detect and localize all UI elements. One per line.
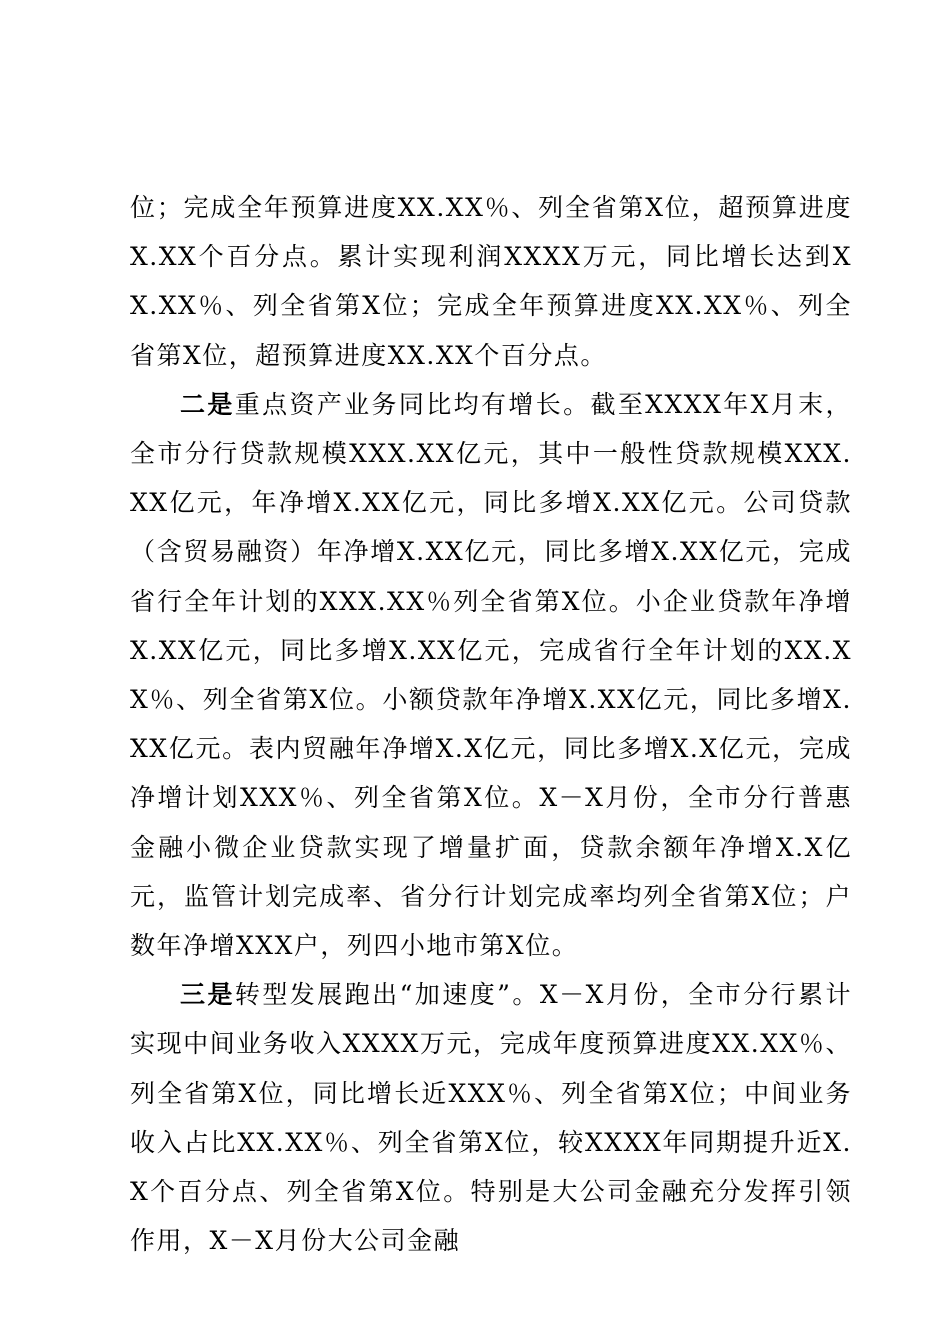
paragraph-text: 位；完成全年预算进度XX.XX％、列全省第X位，超预算进度X.XX个百分点。累计实现利润XXXX万元，同比增长达到XX.XX％、列全省第X位；完成全年预算进度XX.XX％、列全省第X位，超预算进度XX.XX个百分点。 xyxy=(130,193,852,370)
body-text xyxy=(130,183,852,1265)
paragraph-continuation xyxy=(130,183,852,380)
paragraph-text: 重点资产业务同比均有增长。截至XXXX年X月末，全市分行贷款规模XXX.XX亿元，其中一般性贷款规模XXX.XX亿元，年净增X.XX亿元，同比多增X.XX亿元。公司贷款（含贸易融资）年净增X.XX亿元，同比多增X.XX亿元，完成省行全年计划的XXX.XX％列全省第X位。小企业贷款年净增X.XX亿元，同比多增X.XX亿元，完成省行全年计划的XX.XX％、列全省第X位。小额贷款年净增X.XX亿元，同比多增X.XX亿元。表内贸融年净增X.X亿元，同比多增X.X亿元，完成净增计划XXX％、列全省第X位。X－X月份，全市分行普惠金融小微企业贷款实现了增量扩面，贷款余额年净增X.X亿元，监管计划完成率、省分行计划完成率均列全省第X位；户数年净增XXX户，列四小地市第X位。 xyxy=(130,389,852,961)
paragraph-asset-business xyxy=(130,380,852,970)
paragraph-text: 转型发展跑出“加速度”。X－X月份，全市分行累计实现中间业务收入XXXX万元，完成年度预算进度XX.XX％、列全省第X位，同比增长近XXX％、列全省第X位；中间业务收入占比XX.XX％、列全省第X位，较XXXX年同期提升近X.X个百分点、列全省第X位。特别是大公司金融充分发挥引领作用，X－X月份大公司金融 xyxy=(130,980,852,1256)
paragraph-lead: 二是 xyxy=(180,389,235,419)
paragraph-transformation xyxy=(130,970,852,1265)
paragraph-lead: 三是 xyxy=(180,980,235,1010)
